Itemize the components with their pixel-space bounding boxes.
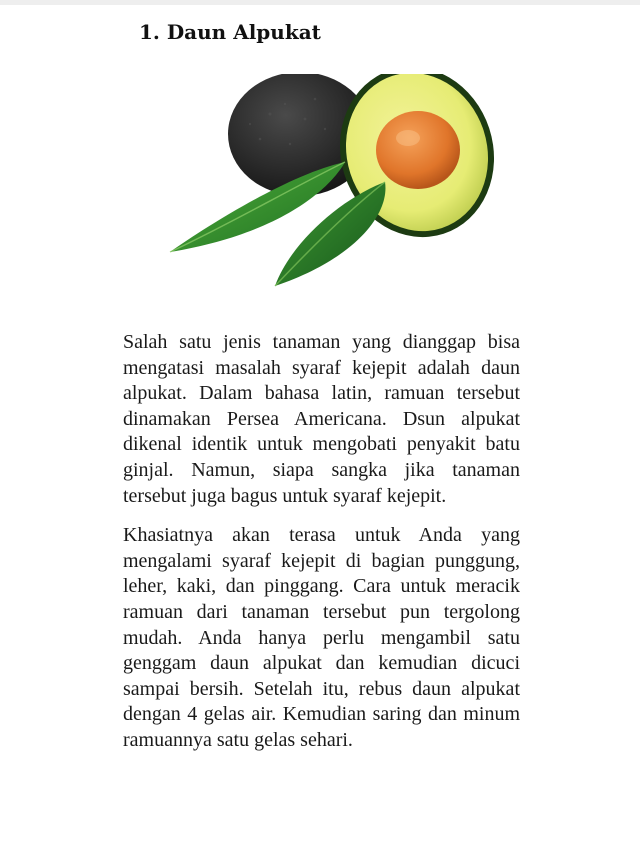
article-body [123, 330, 520, 768]
paragraph: Khasiatnya akan terasa untuk Anda yang mengalami syaraf kejepit di bagian punggung, leher, kaki, dan pinggang. Cara untuk meracik ramuan dari tanaman tersebut pun tergolong mudah. Anda hanya perlu mengambil satu genggam daun alpukat dan kemudian dicuci sampai bersih. Setelah itu, rebus daun alpukat dengan 4 gelas air. Kemudian saring dan minum ramuannya satu gelas sehari. [123, 524, 520, 751]
top-strip [0, 0, 640, 5]
avocado-seed-shape [376, 111, 460, 189]
avocado-image [140, 74, 520, 302]
paragraph: Salah satu jenis tanaman yang dianggap bisa mengatasi masalah syaraf kejepit adalah daun alpukat. Dalam bahasa latin, ramuan tersebut dinamakan Persea Americana. Dsun alpukat dikenal identik untuk mengobati penyakit batu ginjal. Namun, siapa sangka jika tanaman tersebut juga bagus untuk syaraf kejepit. [123, 331, 520, 507]
avocado-with-leaves-icon [140, 74, 520, 302]
section-heading: 1. Daun Alpukat [139, 20, 321, 44]
